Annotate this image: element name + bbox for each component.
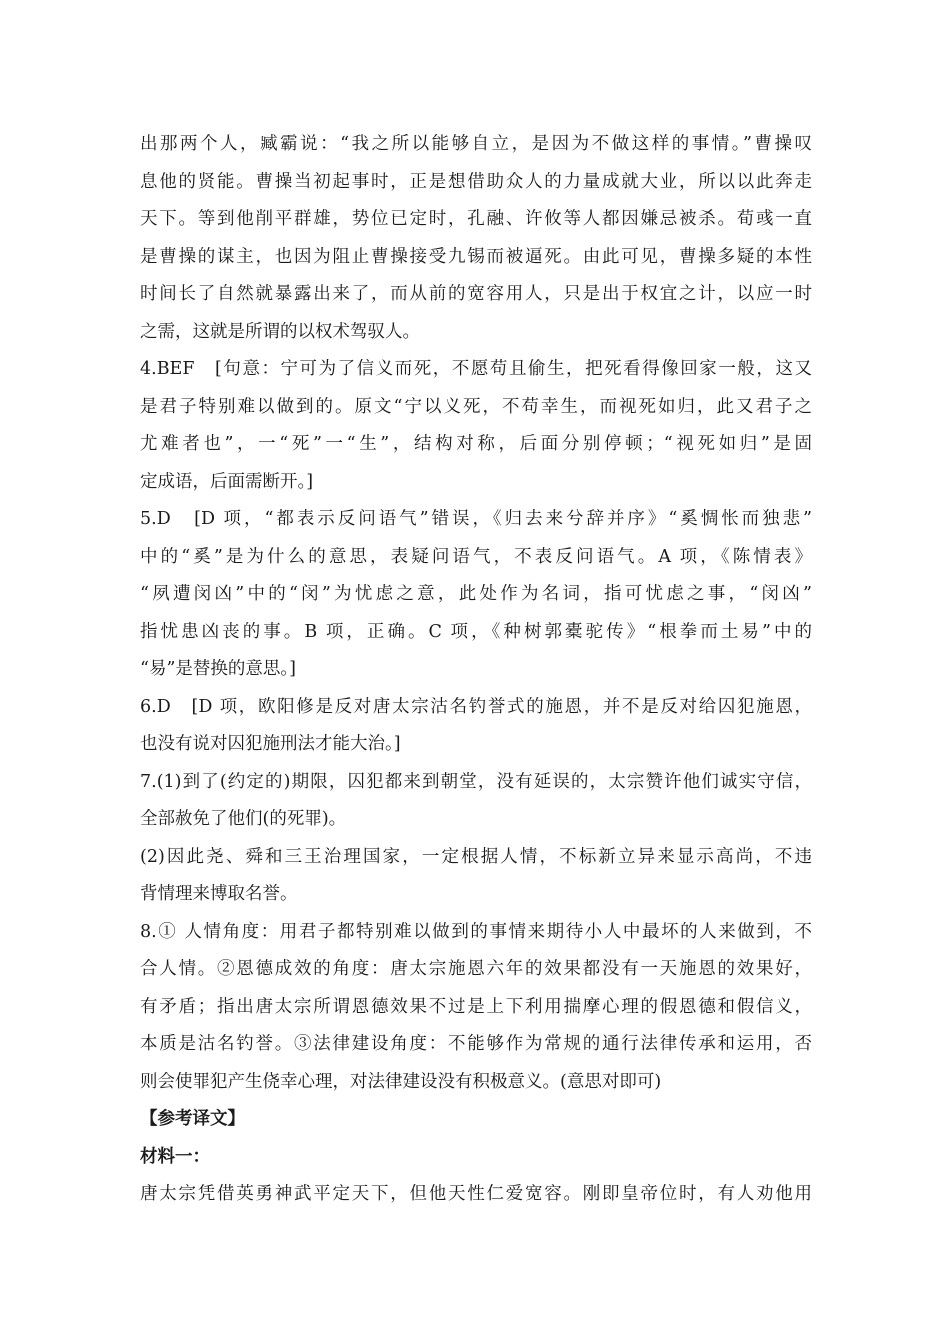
text-line: 唐太宗凭借英勇神武平定天下，但他天性仁爱宽容。刚即皇帝位时，有人劝他用 xyxy=(140,1184,812,1204)
text-line: 出那两个人，臧霸说：“我之所以能够自立，是因为不做这样的事情。”曹操叹 xyxy=(140,134,812,154)
text-line: (2)因此尧、舜和三王治理国家，一定根据人情，不标新立异来显示高尚，不违 xyxy=(140,846,812,867)
text-line: 8.① 人情角度：用君子都特别难以做到的事情来期待小人中最坏的人来做到，不 xyxy=(140,921,812,942)
text-line: 是曹操的谋主，也因为阻止曹操接受九锡而被逼死。由此可见，曹操多疑的本性 xyxy=(140,246,812,267)
text-line: 天下。等到他削平群雄，势位已定时，孔融、许攸等人都因嫌忌被杀。荀彧一直 xyxy=(140,209,812,229)
text-line: 是君子特别难以做到的。原文“宁以义死，不苟幸生，而视死如归，此又君子之 xyxy=(140,396,812,417)
section-heading: 材料一： xyxy=(140,1146,210,1167)
text-line: 有矛盾；指出唐太宗所谓恩德效果不过是上下利用揣摩心理的假恩德和假信义， xyxy=(140,996,812,1017)
text-line: 时间长了自然就暴露出来了，而从前的宽容用人，只是出于权宜之计，以应一时 xyxy=(140,284,812,304)
text-line: 4.BEF [句意：宁可为了信义而死，不愿苟且偷生，把死看得像回家一般，这又 xyxy=(140,359,812,379)
text-line: 本质是沽名钓誉。③法律建设角度：不能够作为常规的通行法律传承和运用，否 xyxy=(140,1034,812,1054)
text-line: 则会使罪犯产生侥幸心理，对法律建设没有积极意义。(意思对即可) xyxy=(140,1071,662,1092)
text-line: “夙遭闵凶”中的“闵”为忧虑之意，此处作为名词，指可忧虑之事，“闵凶” xyxy=(140,584,812,604)
text-line: 指忧患凶丧的事。B 项，正确。C 项，《种树郭橐驼传》“根拳而土易”中的 xyxy=(140,621,812,642)
text-line: 中的“奚”是为什么的意思，表疑问语气，不表反问语气。A 项，《陈情表》 xyxy=(140,546,812,567)
text-line: 也没有说对囚犯施刑法才能大治。] xyxy=(140,734,401,754)
text-line: 7.(1)到了(约定的)期限，囚犯都来到朝堂，没有延误的，太宗赞许他们诚实守信， xyxy=(140,771,812,792)
text-line: 息他的贤能。曹操当初起事时，正是想借助众人的力量成就大业，所以以此奔走 xyxy=(140,171,812,192)
section-heading: 【参考译文】 xyxy=(140,1109,245,1129)
document-body xyxy=(140,126,812,1214)
text-line: 背情理来博取名誉。 xyxy=(140,884,298,904)
text-line: 之需，这就是所谓的以权术驾驭人。 xyxy=(140,321,420,342)
text-line: “易”是替换的意思。] xyxy=(140,659,296,679)
text-line: 全部赦免了他们(的死罪)。 xyxy=(140,809,347,829)
text-line: 合人情。②恩德成效的角度：唐太宗施恩六年的效果都没有一天施恩的效果好， xyxy=(140,959,812,979)
text-line: 尤难者也”，一“死”一“生”，结构对称，后面分别停顿；“视死如归”是固 xyxy=(140,434,812,454)
text-line: 5.D [D 项，“都表示反问语气”错误，《归去来兮辞并序》“奚惆怅而独悲” xyxy=(140,509,812,529)
text-line: 6.D [D 项，欧阳修是反对唐太宗沽名钓誉式的施恩，并不是反对给囚犯施恩， xyxy=(140,696,812,717)
text-line: 定成语，后面需断开。] xyxy=(140,471,314,492)
